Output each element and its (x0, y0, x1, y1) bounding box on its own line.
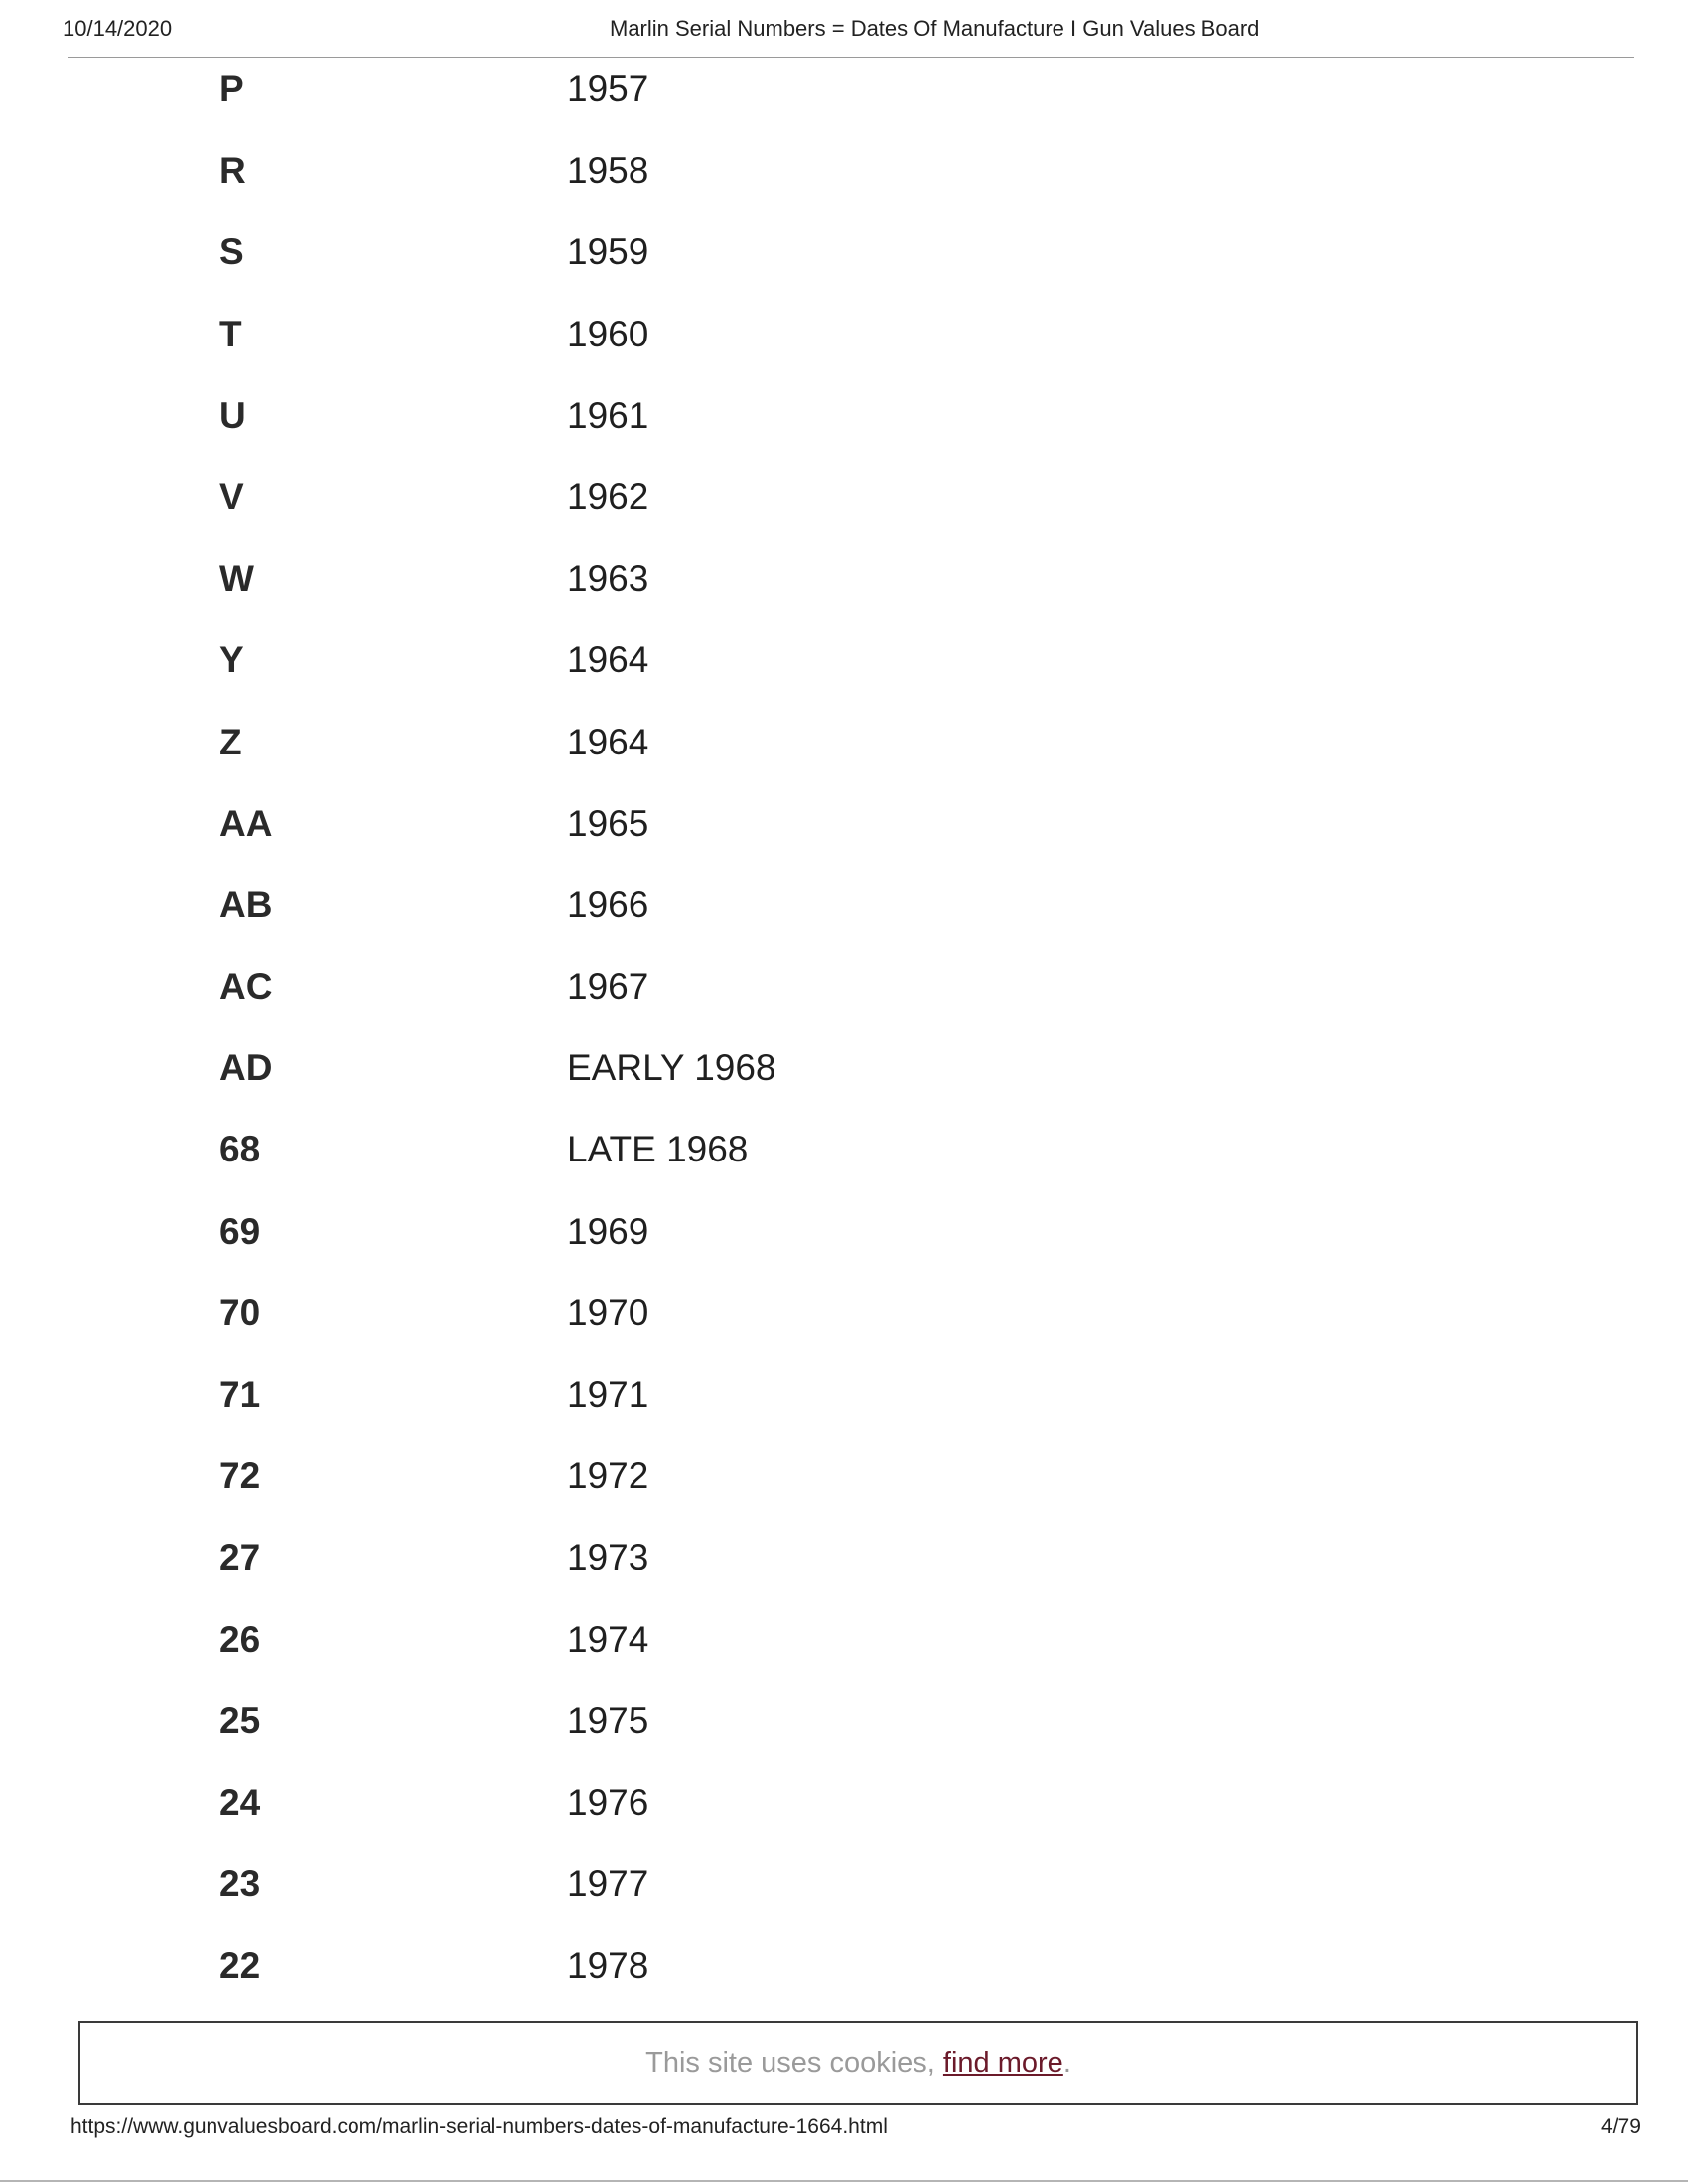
table-row (0, 1435, 1688, 1517)
table-row (0, 49, 1688, 130)
serial-code: Y (219, 639, 244, 681)
serial-code: AB (219, 884, 273, 925)
manufacture-year: 1964 (567, 721, 649, 762)
serial-code: 25 (219, 1700, 261, 1741)
serial-code: V (219, 476, 244, 517)
serial-code: 24 (219, 1781, 261, 1823)
serial-code: W (219, 558, 254, 600)
serial-code: AC (219, 966, 273, 1008)
manufacture-year: 1964 (567, 639, 649, 681)
manufacture-year: 1963 (567, 558, 649, 600)
footer-divider (0, 2180, 1688, 2182)
table-row (0, 1027, 1688, 1109)
manufacture-year: 1962 (567, 476, 649, 517)
page-title: Marlin Serial Numbers = Dates Of Manufacture I Gun Values Board (610, 16, 1260, 41)
manufacture-year: 1967 (567, 966, 649, 1008)
table-row (0, 702, 1688, 783)
serial-code: 68 (219, 1129, 261, 1170)
manufacture-year: LATE 1968 (567, 1129, 749, 1170)
manufacture-year: 1975 (567, 1700, 649, 1741)
serial-code: 23 (219, 1863, 261, 1905)
table-row (0, 1843, 1688, 1925)
table-row (0, 1925, 1688, 2006)
manufacture-year: EARLY 1968 (567, 1047, 776, 1089)
table-row (0, 538, 1688, 619)
find-more-link[interactable]: find more (942, 2046, 1063, 2079)
manufacture-year: 1978 (567, 1945, 649, 1986)
manufacture-year: 1972 (567, 1455, 649, 1497)
table-row (0, 946, 1688, 1027)
serial-code: U (219, 394, 246, 436)
table-row (0, 1517, 1688, 1598)
table-row (0, 294, 1688, 375)
serial-code: S (219, 231, 244, 273)
manufacture-year: 1965 (567, 802, 649, 844)
table-row (0, 1681, 1688, 1762)
serial-code: P (219, 68, 244, 109)
serial-code: T (219, 313, 242, 354)
table-row (0, 865, 1688, 946)
serial-code: 71 (219, 1374, 261, 1415)
table-row (0, 783, 1688, 865)
serial-code: 72 (219, 1455, 261, 1497)
manufacture-year: 1958 (567, 150, 649, 192)
manufacture-year: 1971 (567, 1374, 649, 1415)
table-row (0, 211, 1688, 293)
table-row (0, 1109, 1688, 1190)
serial-code: AA (219, 802, 273, 844)
table-row (0, 375, 1688, 457)
serial-code: Z (219, 721, 242, 762)
manufacture-year: 1973 (567, 1537, 649, 1578)
manufacture-year: 1976 (567, 1781, 649, 1823)
manufacture-year: 1959 (567, 231, 649, 273)
manufacture-year: 1974 (567, 1618, 649, 1660)
serial-code: 22 (219, 1945, 261, 1986)
page-url: https://www.gunvaluesboard.com/marlin-serial-numbers-dates-of-manufacture-1664.html (70, 2116, 888, 2138)
table-row (0, 457, 1688, 538)
table-row (0, 1273, 1688, 1354)
serial-date-table (0, 49, 1688, 2007)
table-row (0, 1354, 1688, 1435)
manufacture-year: 1961 (567, 394, 649, 436)
serial-code: R (219, 150, 246, 192)
cookie-text: This site uses cookies, (645, 2046, 943, 2079)
manufacture-year: 1957 (567, 68, 649, 109)
table-row (0, 1762, 1688, 1843)
manufacture-year: 1970 (567, 1292, 649, 1333)
serial-code: 69 (219, 1210, 261, 1252)
manufacture-year: 1960 (567, 313, 649, 354)
serial-code: 70 (219, 1292, 261, 1333)
manufacture-year: 1977 (567, 1863, 649, 1905)
table-row (0, 619, 1688, 701)
table-row (0, 1191, 1688, 1273)
page-number: 4/79 (1601, 2116, 1641, 2138)
cookie-trailing: . (1062, 2046, 1071, 2079)
serial-code: 27 (219, 1537, 261, 1578)
serial-code: 26 (219, 1618, 261, 1660)
cookie-banner (78, 2021, 1638, 2105)
manufacture-year: 1969 (567, 1210, 649, 1252)
print-date: 10/14/2020 (63, 16, 173, 41)
serial-code: AD (219, 1047, 273, 1089)
table-row (0, 130, 1688, 211)
manufacture-year: 1966 (567, 884, 649, 925)
table-row (0, 1599, 1688, 1681)
cookie-message (645, 2047, 1071, 2080)
